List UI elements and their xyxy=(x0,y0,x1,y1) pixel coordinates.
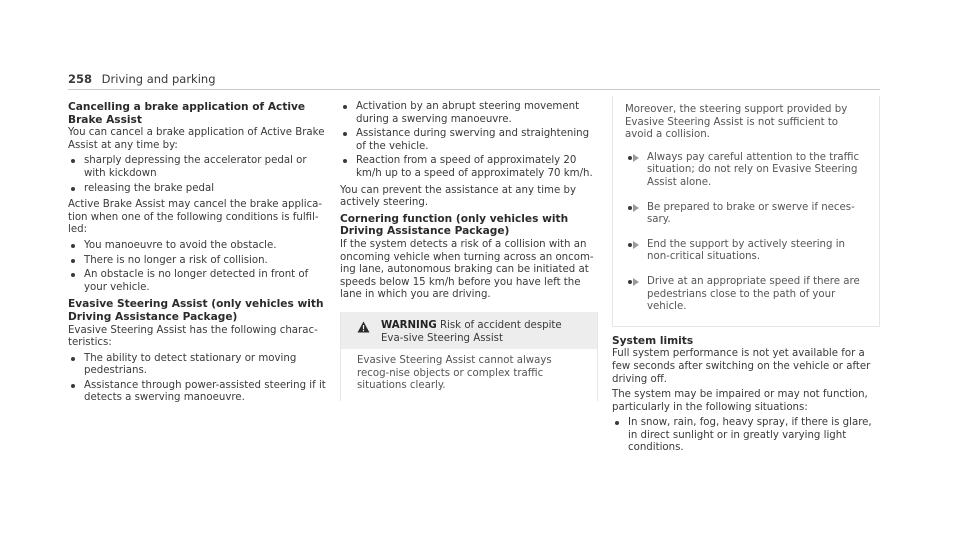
list-item: There is no longer a risk of collision. xyxy=(68,255,330,268)
paragraph: You can cancel a brake application of Active Brake Assist at any time by: xyxy=(68,127,325,151)
bullet-list xyxy=(612,417,880,455)
warning-box xyxy=(340,312,598,401)
paragraph: Active Brake Assist may cancel the brake applica-tion when one of the following conditions is fulfil-led: xyxy=(68,199,323,236)
action-item-text: End the support by actively steering in non-critical situations. xyxy=(647,238,846,263)
heading-cancel-brake: Cancelling a brake application of Active Brake Assist xyxy=(68,101,306,126)
heading-system-limits: System limits xyxy=(612,334,694,347)
list-item: sharply depressing the accelerator pedal or with kickdown xyxy=(68,155,330,180)
page-header xyxy=(68,72,216,86)
section-title: Driving and parking xyxy=(101,72,216,86)
action-item xyxy=(625,202,867,227)
paragraph: You can prevent the assistance at any time by actively steering. xyxy=(340,184,576,209)
action-item-text: Drive at an appropriate speed if there are pedestrians close to the path of your vehicle. xyxy=(647,275,860,313)
list-item: Assistance through power-assisted steering if it detects a swerving manoeuvre. xyxy=(68,380,330,405)
column-left xyxy=(68,101,330,409)
heading-cornering-function: Cornering function (only vehicles with Driving Assistance Package) xyxy=(340,212,569,238)
list-item: Reaction from a speed of approximately 20 km/h up to a speed of approximately 70 km/h. xyxy=(340,155,596,180)
list-item: In snow, rain, fog, heavy spray, if there is glare, in direct sunlight or in greatly varying light conditions. xyxy=(612,417,880,455)
list-item: Activation by an abrupt steering movement during a swerving manoeuvre. xyxy=(340,101,596,126)
warning-box-continued xyxy=(612,96,880,327)
heading-evasive-steering: Evasive Steering Assist (only vehicles with Driving Assistance Package) xyxy=(68,298,324,323)
action-item xyxy=(625,152,867,190)
column-middle xyxy=(340,101,596,401)
bullet-list xyxy=(68,240,330,294)
warning-header xyxy=(341,312,597,349)
warning-title-text: Risk of accident despite Eva-sive Steering Assist xyxy=(381,319,562,344)
bullet-list xyxy=(68,353,330,405)
list-item: An obstacle is no longer detected in front of your vehicle. xyxy=(68,269,330,294)
action-item xyxy=(625,239,867,264)
action-item-text: Be prepared to brake or swerve if neces-sary. xyxy=(647,201,855,226)
paragraph: Evasive Steering Assist has the following charac-teristics: xyxy=(68,324,318,349)
warning-body: Evasive Steering Assist cannot always recog-nise objects or complex traffic situations clearly. xyxy=(357,355,552,392)
header-divider xyxy=(68,89,880,90)
warning-title xyxy=(357,320,587,345)
arrow-right-icon xyxy=(633,204,639,212)
page-number: 258 xyxy=(68,72,93,86)
action-item-text: Always pay careful attention to the traffic situation; do not rely on Evasive Steering Assist alone. xyxy=(647,151,860,188)
arrow-right-icon xyxy=(633,278,639,286)
list-item: Assistance during swerving and straightening of the vehicle. xyxy=(340,128,596,153)
list-item: The ability to detect stationary or moving pedestrians. xyxy=(68,353,330,378)
list-item: releasing the brake pedal xyxy=(68,183,330,196)
column-right xyxy=(612,96,880,459)
spacer xyxy=(612,327,880,335)
bullet-list xyxy=(340,101,596,181)
paragraph: The system may be impaired or may not function, particularly in the following situations: xyxy=(612,389,868,413)
box-paragraph: Moreover, the steering support provided by Evasive Steering Assist is not sufficient to avoid a collision. xyxy=(625,104,848,141)
action-list xyxy=(625,152,867,314)
action-item xyxy=(625,276,867,314)
bullet-list xyxy=(68,155,330,195)
paragraph: If the system detects a risk of a collision with an oncoming vehicle when turning across an oncom-ing lane, autonomous braking can be initiated at speeds below 15 km/h before you have left the lane in which you are driving. xyxy=(340,238,594,301)
arrow-right-icon xyxy=(633,154,639,162)
warning-triangle-icon xyxy=(357,321,370,333)
paragraph: Full system performance is not yet available for a few seconds after switching on the vehicle or after driving off. xyxy=(612,348,871,385)
warning-label: WARNING xyxy=(381,319,437,331)
arrow-right-icon xyxy=(633,241,639,249)
list-item: You manoeuvre to avoid the obstacle. xyxy=(68,240,330,253)
